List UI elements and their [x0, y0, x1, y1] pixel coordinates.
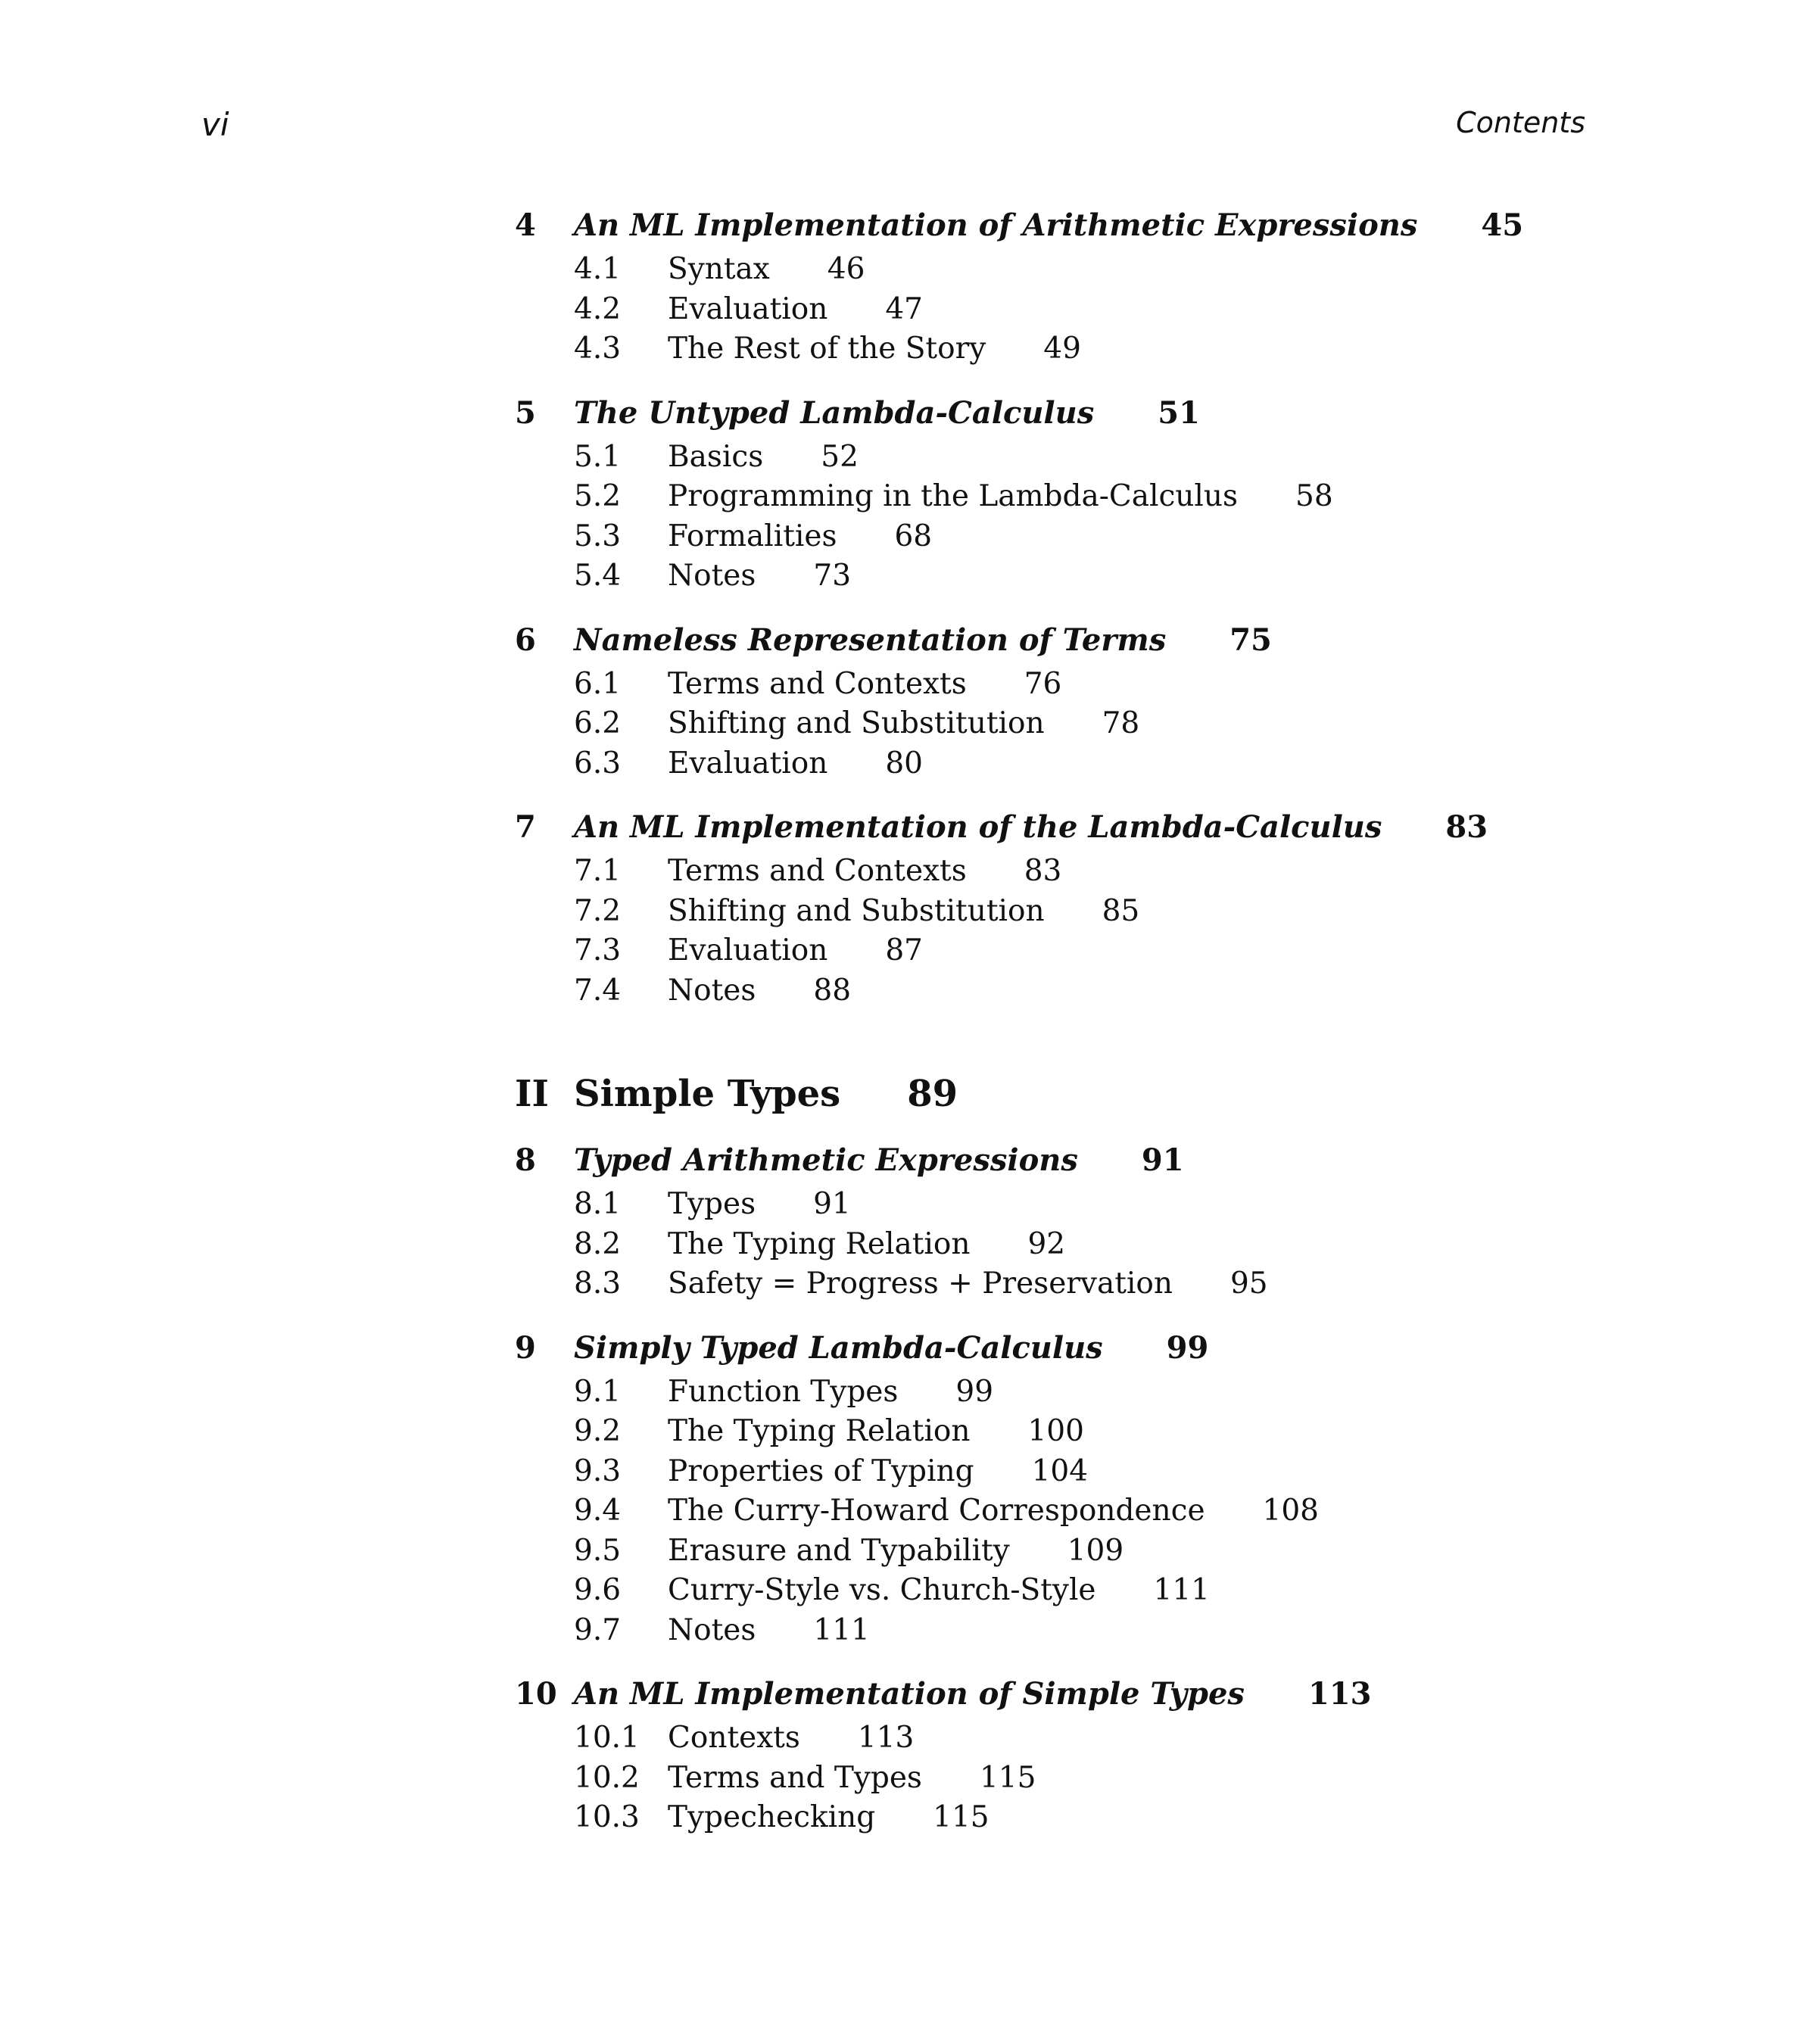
section-page-number: 115 — [979, 1760, 1036, 1795]
section-number: 6.2 — [574, 706, 622, 740]
section-title: Shifting and Substitution — [668, 893, 1045, 928]
chapter-title: Simply Typed Lambda-Calculus — [574, 1329, 1103, 1366]
chapter-entry — [515, 203, 1575, 369]
page-folio: vi — [201, 106, 229, 143]
section-entry[interactable] — [515, 1412, 1575, 1452]
chapter-title: Typed Arithmetic Expressions — [574, 1142, 1078, 1178]
chapter-number: 6 — [515, 622, 536, 658]
chapter-page-number: 75 — [1230, 622, 1272, 658]
section-number: 7.2 — [574, 893, 622, 928]
section-page-number: 58 — [1295, 479, 1333, 513]
section-entry[interactable] — [515, 971, 1575, 1011]
section-title: Formalities — [668, 519, 837, 553]
chapter-heading[interactable] — [515, 618, 1575, 663]
section-title: The Typing Relation — [668, 1226, 971, 1261]
part-page-number: 89 — [907, 1073, 958, 1115]
part-title: Simple Types — [574, 1073, 841, 1115]
section-page-number: 88 — [813, 973, 852, 1008]
section-number: 9.6 — [574, 1573, 622, 1607]
section-page-number: 100 — [1027, 1414, 1084, 1448]
section-title: Notes — [668, 973, 756, 1008]
section-page-number: 108 — [1262, 1494, 1319, 1528]
section-number: 4.1 — [574, 252, 622, 286]
section-number: 8.1 — [574, 1187, 622, 1221]
section-list — [515, 1185, 1575, 1304]
section-title: Evaluation — [668, 291, 828, 326]
section-title: Evaluation — [668, 746, 828, 781]
section-number: 9.2 — [574, 1414, 622, 1448]
section-title: The Curry-Howard Correspondence — [668, 1494, 1205, 1528]
chapter-page-number: 83 — [1445, 809, 1488, 845]
chapter-title: An ML Implementation of the Lambda-Calculus — [574, 809, 1382, 845]
chapter-title: Nameless Representation of Terms — [574, 622, 1167, 658]
chapter-title: The Untyped Lambda-Calculus — [574, 394, 1095, 431]
section-title: Basics — [668, 439, 764, 474]
section-entry[interactable] — [515, 1611, 1575, 1651]
part-number: II — [515, 1073, 549, 1115]
section-entry[interactable] — [515, 1759, 1575, 1799]
chapter-entry — [515, 1326, 1575, 1651]
table-of-contents — [515, 203, 1575, 1859]
section-page-number: 109 — [1067, 1533, 1124, 1568]
section-page-number: 113 — [857, 1721, 915, 1755]
section-title: Notes — [668, 559, 756, 593]
section-title: Terms and Types — [668, 1760, 922, 1795]
section-entry[interactable] — [515, 1185, 1575, 1225]
section-entry[interactable] — [515, 1798, 1575, 1838]
section-title: The Typing Relation — [668, 1414, 971, 1448]
section-title: Terms and Contexts — [668, 854, 967, 888]
chapter-group-part-ii — [515, 1138, 1575, 1838]
section-title: Safety = Progress + Preservation — [668, 1267, 1173, 1301]
section-entry[interactable] — [515, 1491, 1575, 1531]
section-page-number: 115 — [933, 1800, 990, 1834]
section-entry[interactable] — [515, 250, 1575, 290]
section-page-number: 111 — [813, 1612, 870, 1647]
section-entry[interactable] — [515, 1225, 1575, 1265]
section-entry[interactable] — [515, 477, 1575, 517]
section-entry[interactable] — [515, 517, 1575, 557]
section-title: Notes — [668, 1612, 756, 1647]
running-head — [201, 106, 1585, 144]
section-entry[interactable] — [515, 892, 1575, 932]
section-number: 9.1 — [574, 1374, 622, 1409]
chapter-group-part-i — [515, 203, 1575, 1011]
section-number: 7.4 — [574, 973, 622, 1008]
section-number: 8.2 — [574, 1226, 622, 1261]
section-number: 4.2 — [574, 291, 622, 326]
chapter-heading[interactable] — [515, 1326, 1575, 1371]
section-entry[interactable] — [515, 329, 1575, 369]
section-list — [515, 1718, 1575, 1838]
section-entry[interactable] — [515, 1718, 1575, 1759]
section-page-number: 92 — [1027, 1226, 1066, 1261]
section-list — [515, 665, 1575, 784]
section-entry[interactable] — [515, 744, 1575, 784]
section-entry[interactable] — [515, 1452, 1575, 1492]
section-entry[interactable] — [515, 1531, 1575, 1572]
chapter-title: An ML Implementation of Arithmetic Expressions — [574, 207, 1418, 243]
section-number: 4.3 — [574, 332, 622, 366]
section-page-number: 95 — [1230, 1267, 1268, 1301]
chapter-number: 7 — [515, 809, 536, 845]
section-title: Terms and Contexts — [668, 666, 967, 701]
chapter-page-number: 113 — [1307, 1676, 1372, 1712]
section-number: 5.3 — [574, 519, 622, 553]
chapter-heading[interactable] — [515, 805, 1575, 850]
section-page-number: 52 — [821, 439, 859, 474]
section-page-number: 68 — [894, 519, 933, 553]
section-number: 10.2 — [574, 1760, 640, 1795]
section-list — [515, 1373, 1575, 1651]
section-entry[interactable] — [515, 1571, 1575, 1611]
chapter-entry — [515, 1138, 1575, 1304]
section-number: 5.2 — [574, 479, 622, 513]
chapter-entry — [515, 805, 1575, 1011]
section-number: 6.3 — [574, 746, 622, 781]
chapter-entry — [515, 1672, 1575, 1838]
section-title: Evaluation — [668, 933, 828, 967]
section-number: 9.7 — [574, 1612, 622, 1647]
section-number: 5.1 — [574, 439, 622, 474]
section-title: Curry-Style vs. Church-Style — [668, 1573, 1096, 1607]
section-title: Properties of Typing — [668, 1454, 974, 1488]
section-entry[interactable] — [515, 438, 1575, 478]
section-number: 6.1 — [574, 666, 622, 701]
section-title: Types — [668, 1187, 756, 1221]
section-page-number: 46 — [827, 252, 865, 286]
chapter-page-number: 51 — [1158, 394, 1200, 431]
section-number: 8.3 — [574, 1267, 622, 1301]
section-entry[interactable] — [515, 290, 1575, 330]
section-page-number: 76 — [1024, 666, 1062, 701]
section-entry[interactable] — [515, 704, 1575, 744]
section-entry[interactable] — [515, 931, 1575, 971]
section-page-number: 104 — [1031, 1454, 1089, 1488]
section-page-number: 83 — [1024, 854, 1062, 888]
section-number: 10.3 — [574, 1800, 640, 1834]
section-page-number: 73 — [813, 559, 852, 593]
section-title: Erasure and Typability — [668, 1533, 1010, 1568]
section-page-number: 49 — [1043, 332, 1081, 366]
chapter-heading[interactable] — [515, 1672, 1575, 1717]
chapter-number: 5 — [515, 394, 536, 431]
section-page-number: 80 — [885, 746, 923, 781]
section-page-number: 78 — [1102, 706, 1140, 740]
section-list — [515, 852, 1575, 1011]
chapter-number: 4 — [515, 207, 536, 243]
section-title: Typechecking — [668, 1800, 876, 1834]
section-entry[interactable] — [515, 1264, 1575, 1304]
chapter-heading[interactable] — [515, 391, 1575, 436]
part-heading[interactable] — [515, 1064, 1575, 1124]
section-title: The Rest of the Story — [668, 332, 986, 366]
section-entry[interactable] — [515, 1373, 1575, 1413]
section-page-number: 91 — [813, 1187, 851, 1221]
section-number: 7.3 — [574, 933, 622, 967]
section-page-number: 47 — [885, 291, 923, 326]
section-title: Contexts — [668, 1721, 800, 1755]
section-page-number: 111 — [1153, 1573, 1210, 1607]
chapter-heading[interactable] — [515, 203, 1575, 248]
section-page-number: 87 — [885, 933, 923, 967]
section-entry[interactable] — [515, 852, 1575, 892]
section-number: 7.1 — [574, 854, 622, 888]
chapter-page-number: 91 — [1141, 1142, 1184, 1178]
chapter-page-number: 45 — [1481, 207, 1524, 243]
section-number: 9.3 — [574, 1454, 622, 1488]
chapter-number: 10 — [515, 1676, 557, 1712]
section-number: 5.4 — [574, 559, 622, 593]
section-number: 10.1 — [574, 1721, 640, 1755]
chapter-page-number: 99 — [1166, 1329, 1209, 1366]
section-page-number: 85 — [1102, 893, 1140, 928]
section-title: Function Types — [668, 1374, 899, 1409]
chapter-entry — [515, 391, 1575, 597]
chapter-heading[interactable] — [515, 1138, 1575, 1183]
chapter-number: 9 — [515, 1329, 536, 1366]
section-list — [515, 250, 1575, 369]
running-title: Contents — [1456, 106, 1585, 139]
chapter-number: 8 — [515, 1142, 536, 1178]
section-title: Syntax — [668, 252, 770, 286]
section-title: Shifting and Substitution — [668, 706, 1045, 740]
section-entry[interactable] — [515, 556, 1575, 597]
section-list — [515, 438, 1575, 597]
chapter-title: An ML Implementation of Simple Types — [574, 1676, 1245, 1712]
section-page-number: 99 — [955, 1374, 994, 1409]
section-number: 9.4 — [574, 1494, 622, 1528]
section-title: Programming in the Lambda-Calculus — [668, 479, 1239, 513]
section-entry[interactable] — [515, 665, 1575, 705]
section-number: 9.5 — [574, 1533, 622, 1568]
chapter-entry — [515, 618, 1575, 784]
